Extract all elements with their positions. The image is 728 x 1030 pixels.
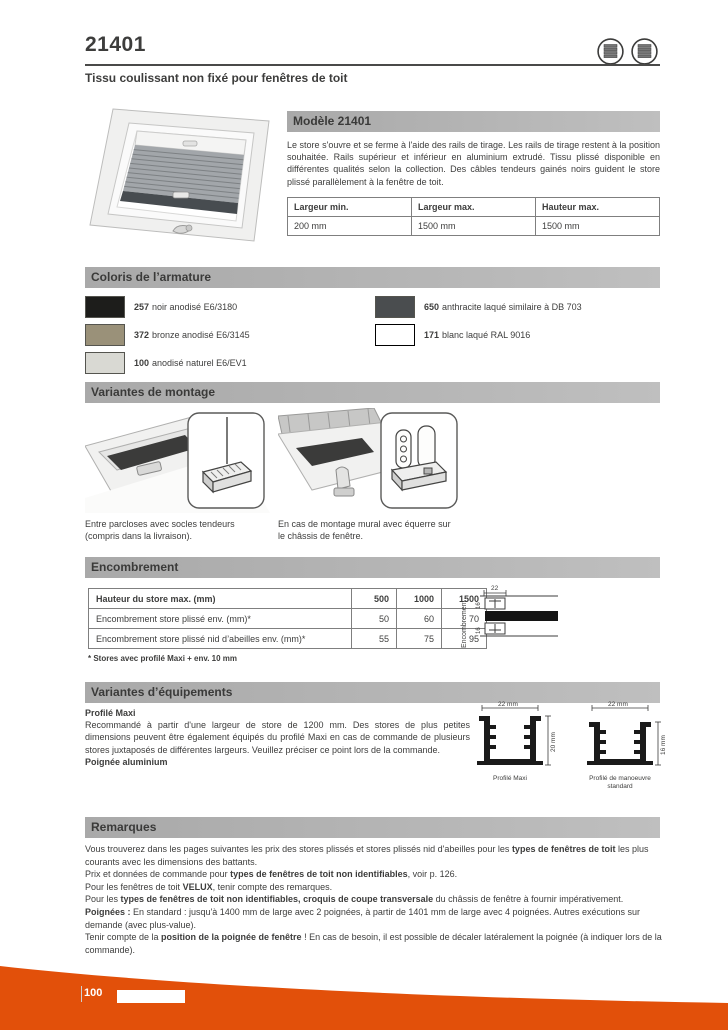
equipements-text [85, 707, 470, 768]
page-title: 21401 [85, 33, 146, 56]
cell: 500 [352, 589, 397, 609]
profile1-dim-height: 20 mm [550, 732, 557, 752]
table-row [288, 216, 660, 235]
page-subtitle: Tissu coulissant non fixé pour fenêtres de toit [85, 71, 348, 85]
section-heading-remarques: Remarques [85, 817, 660, 838]
color-code: 650 [424, 302, 440, 312]
remark-paragraph: Pour les fenêtres de toit VELUX, tenir compte des remarques. [85, 881, 333, 892]
color-swatch [375, 296, 415, 318]
color-item [85, 296, 237, 318]
profile2-label-line1: Profilé de manoeuvre [589, 775, 651, 782]
color-label [424, 330, 530, 340]
cell: 55 [352, 629, 397, 649]
profil-maxi-title: Profilé Maxi [85, 708, 136, 718]
profile-diagrams [470, 700, 675, 805]
cell: 1000 [397, 589, 442, 609]
color-name: bronze anodisé E6/3145 [152, 330, 250, 340]
montage-figure-tensioner [85, 408, 270, 518]
cell: 70 [442, 609, 487, 629]
montage-figure-bracket [278, 408, 463, 518]
encombrement-diagram [458, 582, 558, 659]
color-swatch [85, 324, 125, 346]
profile2-dim-height: 16 mm [660, 735, 667, 755]
color-swatch [375, 324, 415, 346]
remark-paragraph: Pour les types de fenêtres de toit non identifiables, croquis de coupe transversale du châssis de fenêtre à fournir impérativement. [85, 894, 624, 905]
color-item [85, 324, 250, 346]
footer-tick [81, 986, 82, 1002]
color-name: noir anodisé E6/3180 [152, 302, 238, 312]
poignee-title: Poignée aluminium [85, 756, 168, 767]
color-code: 100 [134, 358, 150, 368]
section-heading-encombrement: Encombrement [85, 557, 660, 578]
section-heading-coloris: Coloris de l’armature [85, 267, 660, 288]
profile2-dim-width: 22 mm [608, 701, 628, 708]
col-header: Hauteur max. [536, 197, 660, 216]
section-heading-montage: Variantes de montage [85, 382, 660, 403]
remark-paragraph: Poignées : En standard : jusqu'à 1400 mm de large avec 2 poignées, à partir de 1401 mm de large avec 4 poignées. Autres exécutions sur demande (avec plus-value). [85, 906, 641, 930]
color-item [85, 352, 247, 374]
color-swatch [85, 296, 125, 318]
table-row [89, 629, 487, 649]
cell: 95 [442, 629, 487, 649]
montage-caption-2: En cas de montage mural avec équerre sur le châssis de fenêtre. [278, 519, 451, 542]
cell: 50 [352, 609, 397, 629]
color-label [134, 302, 237, 312]
diagram-dim-width: 22 [491, 585, 499, 592]
color-swatch [85, 352, 125, 374]
color-code: 372 [134, 330, 150, 340]
encombrement-table [88, 588, 487, 649]
dimensions-table [287, 197, 660, 236]
cell: 1500 mm [536, 216, 660, 235]
profil-maxi-text: Recommandé à partir d'une largeur de store de 1200 mm. Des stores de plus petites dimensions peuvent être également équipés du profilé Maxi en cas de commande de plusieurs stores juxtaposés de différentes largeurs. Veuillez préciser ce point lors de la commande. [85, 720, 470, 755]
table-header-row [89, 589, 487, 609]
color-code: 171 [424, 330, 440, 340]
profile1-label: Profilé Maxi [493, 775, 527, 782]
color-item [375, 324, 530, 346]
cell: 200 mm [288, 216, 412, 235]
montage-caption-1: Entre parcloses avec socles tendeurs (compris dans la livraison). [85, 519, 235, 542]
product-photo-roof-window-blind [85, 106, 275, 257]
profile2-label-line2: standard [607, 783, 633, 790]
color-item [375, 296, 582, 318]
color-name: blanc laqué RAL 9016 [442, 330, 531, 340]
color-label [134, 330, 250, 340]
table-row [89, 609, 487, 629]
title-divider [85, 64, 660, 66]
model-description: Le store s'ouvre et se ferme à l'aide des rails de tirage. Les rails de tirage restent à la position souhaitée. Rails supérieur et inférieur en aluminium extrudé. Tissu plissé disponible en différentes qualités selon la collection. Des câbles tendeurs gainés noirs guident le store plissé parallèlement à la fenêtre de toit. [287, 140, 660, 187]
diagram-dim-bottom: 16 [476, 627, 482, 634]
cell: 60 [397, 609, 442, 629]
footer-blank-box [117, 990, 185, 1003]
color-name: anodisé naturel E6/EV1 [152, 358, 247, 368]
col-header: Largeur max. [412, 197, 536, 216]
model-heading: Modèle 21401 [287, 111, 660, 132]
model-section [287, 111, 660, 236]
remark-paragraph: Tenir compte de la position de la poignée de fenêtre ! En cas de besoin, il est possible de décaler latéralement la poignée (à indiquer lors de la commande). [85, 932, 662, 955]
remark-paragraph: Vous trouverez dans les pages suivantes les prix des stores plissés et stores plissés nid d'abeilles pour les types de fenêtres de toit les plus courants avec les dimensions des battants. [85, 844, 649, 867]
cell: 75 [397, 629, 442, 649]
table-footnote: * Stores avec profilé Maxi + env. 10 mm [88, 654, 238, 663]
row-label: Hauteur du store max. (mm) [89, 589, 352, 609]
cell: 1500 mm [412, 216, 536, 235]
col-header: Largeur min. [288, 197, 412, 216]
color-name: anthracite laqué similaire à DB 703 [442, 302, 582, 312]
color-label [134, 358, 247, 368]
page-number: 100 [84, 987, 103, 999]
table-header-row [288, 197, 660, 216]
row-label: Encombrement store plissé env. (mm)* [89, 609, 352, 629]
profile1-dim-width: 22 mm [498, 701, 518, 708]
remarques-text [85, 843, 663, 956]
remark-paragraph: Prix et données de commande pour types de fenêtres de toit non identifiables, voir p. 126. [85, 869, 458, 880]
diagram-dim-top: 16 [476, 602, 482, 609]
diagram-side-label: Encombrement [461, 600, 468, 648]
row-label: Encombrement store plissé nid d’abeilles env. (mm)* [89, 629, 352, 649]
color-label [424, 302, 582, 312]
color-code: 257 [134, 302, 150, 312]
cell: 1500 [442, 589, 487, 609]
footer-orange-band [0, 958, 728, 1030]
section-heading-equipements: Variantes d’équipements [85, 682, 660, 703]
